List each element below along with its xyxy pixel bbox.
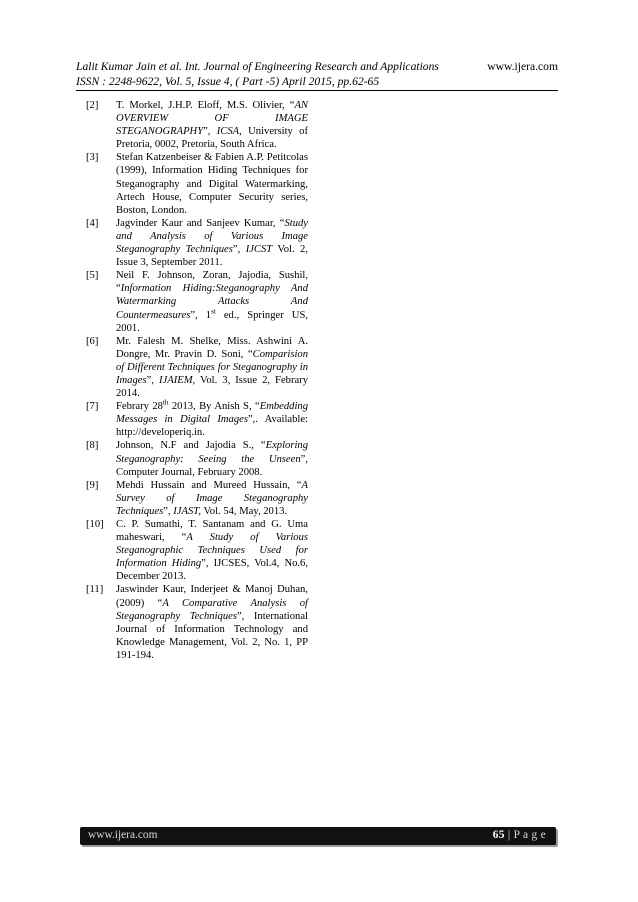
reference-segment: ”, bbox=[203, 126, 217, 138]
reference-segment: ”, 1 bbox=[190, 309, 212, 321]
reference-segment: Febrary 28 bbox=[116, 401, 163, 413]
reference-italic-segment: A Study of Various Steganographic Techniques Used for Information Hiding bbox=[116, 532, 308, 570]
reference-italic-segment: A Comparative Analysis of Steganography Techniques bbox=[116, 597, 308, 622]
reference-number: [7] bbox=[86, 401, 99, 413]
reference-text bbox=[116, 335, 308, 400]
reference-italic-segment: Study and Analysis of Various Image Steganography Techniques bbox=[116, 217, 308, 256]
reference-text bbox=[116, 269, 308, 334]
reference-segment: Stefan Katzenbeiser & Fabien A.P. Petitcolas (1999), Information Hiding Techniques for Steganography and Digital Watermarking, Artech House, Computer Security series, Boston, London. bbox=[116, 152, 308, 216]
reference-segment: ”,. Available: http://developeriq.in. bbox=[116, 414, 308, 439]
reference-segment: ”, Computer Journal, February 2008. bbox=[116, 453, 308, 478]
reference-segment: th bbox=[162, 398, 169, 407]
reference-segment: Vol. 2, Issue 3, September 2011. bbox=[116, 244, 308, 269]
reference-italic-segment: Information Hiding:Steganography And Watermarking Attacks And Countermeasures bbox=[116, 283, 308, 321]
reference-segment: Neil F. Johnson, Zoran, Jajodia, Sushil, “ bbox=[116, 270, 308, 295]
reference-segment: Mehdi Hussain and Mureed Hussain, “ bbox=[116, 479, 302, 491]
reference-number: [2] bbox=[86, 100, 99, 111]
reference-item bbox=[86, 439, 308, 478]
reference-segment: Jaswinder Kaur, Inderjeet & Manoj Duhan, (2009) “ bbox=[116, 584, 308, 609]
reference-segment: ”, International Journal of Information Technology and Knowledge Management, Vol. 2, No. 1, PP 191-194. bbox=[116, 610, 308, 661]
reference-segment: st bbox=[211, 306, 216, 315]
page-footer bbox=[80, 827, 556, 845]
reference-segment: ”, bbox=[163, 505, 174, 517]
reference-segment: Mr. Falesh M. Shelke, Miss. Ashwini A. Dongre, Mr. Pravin D. Soni, “ bbox=[116, 335, 308, 360]
reference-italic-segment: IJCST bbox=[245, 244, 273, 256]
reference-italic-segment: Embedding Messages in Digital Images bbox=[116, 401, 308, 426]
reference-text bbox=[116, 518, 308, 583]
reference-italic-segment: Exploring Steganography: Seeing the Unseen bbox=[116, 440, 308, 465]
header-divider bbox=[76, 90, 558, 91]
reference-number: [3] bbox=[86, 152, 99, 164]
reference-item bbox=[86, 479, 308, 518]
reference-segment: Vol. 3, Issue 2, Febrary 2014. bbox=[116, 374, 309, 400]
reference-italic-segment: ICSA bbox=[216, 126, 240, 138]
reference-text bbox=[116, 99, 308, 151]
reference-item bbox=[86, 151, 308, 216]
reference-number: [4] bbox=[86, 217, 99, 229]
reference-item bbox=[86, 583, 308, 662]
reference-segment: C. P. Sumathi, T. Santanam and G. Uma maheswari, “ bbox=[116, 519, 308, 544]
footer-website-link[interactable]: www.ijera.com bbox=[88, 829, 158, 841]
reference-segment: ed., Springer US, 2001. bbox=[116, 309, 308, 334]
reference-segment: ”, bbox=[146, 374, 160, 386]
reference-italic-segment: AN OVERVIEW OF IMAGE STEGANOGRAPHY bbox=[116, 100, 308, 138]
reference-segment: ”, IJCSES, Vol.4, No.6, December 2013. bbox=[116, 558, 308, 583]
reference-italic-segment: A Survey of Image Steganography Techniques bbox=[116, 479, 308, 517]
reference-text bbox=[116, 583, 308, 662]
reference-item bbox=[86, 518, 308, 583]
reference-number: [11] bbox=[86, 584, 104, 596]
reference-number: [8] bbox=[86, 440, 99, 452]
page-suffix: | P a g e bbox=[504, 829, 546, 841]
reference-text bbox=[116, 479, 308, 518]
reference-italic-segment: Comparision of Different Techniques for Steganography in Images bbox=[116, 348, 308, 386]
reference-text bbox=[116, 400, 308, 439]
page-number: 65 bbox=[492, 829, 505, 841]
reference-text bbox=[116, 217, 308, 269]
reference-number: [9] bbox=[86, 479, 99, 491]
reference-segment: Vol. 54, May, 2013. bbox=[201, 505, 288, 517]
reference-italic-segment: IJAST, bbox=[173, 505, 202, 517]
reference-number: [6] bbox=[86, 335, 99, 347]
reference-list bbox=[86, 99, 308, 662]
reference-text bbox=[116, 151, 308, 216]
page-number-label bbox=[493, 829, 546, 841]
reference-number: [10] bbox=[86, 519, 104, 530]
reference-item bbox=[86, 217, 308, 269]
reference-italic-segment: IJAIEM, bbox=[159, 374, 196, 386]
reference-item bbox=[86, 335, 308, 400]
journal-title: Lalit Kumar Jain et al. Int. Journal of Engineering Research and Applications bbox=[76, 60, 439, 73]
running-header bbox=[76, 59, 558, 89]
reference-segment: , University of Pretoria, 0002, Pretoria, South Africa. bbox=[116, 126, 308, 151]
reference-segment: Johnson, N.F and Jajodia S., “ bbox=[116, 440, 266, 452]
reference-segment: Jagvinder Kaur and Sanjeev Kumar, “ bbox=[116, 217, 285, 229]
reference-number: [5] bbox=[86, 270, 99, 282]
issn-line: ISSN : 2248-9622, Vol. 5, Issue 4, ( Part -5) April 2015, pp.62-65 bbox=[76, 75, 380, 88]
reference-segment: ”, bbox=[232, 244, 246, 256]
reference-item bbox=[86, 99, 308, 151]
header-website-link[interactable]: www.ijera.com bbox=[487, 60, 558, 73]
reference-text bbox=[116, 439, 308, 478]
reference-segment: T. Morkel, J.H.P. Eloff, M.S. Olivier, “ bbox=[116, 100, 295, 111]
reference-item bbox=[86, 269, 308, 334]
reference-segment: 2013, By Anish S, “ bbox=[168, 401, 260, 413]
reference-item bbox=[86, 400, 308, 439]
